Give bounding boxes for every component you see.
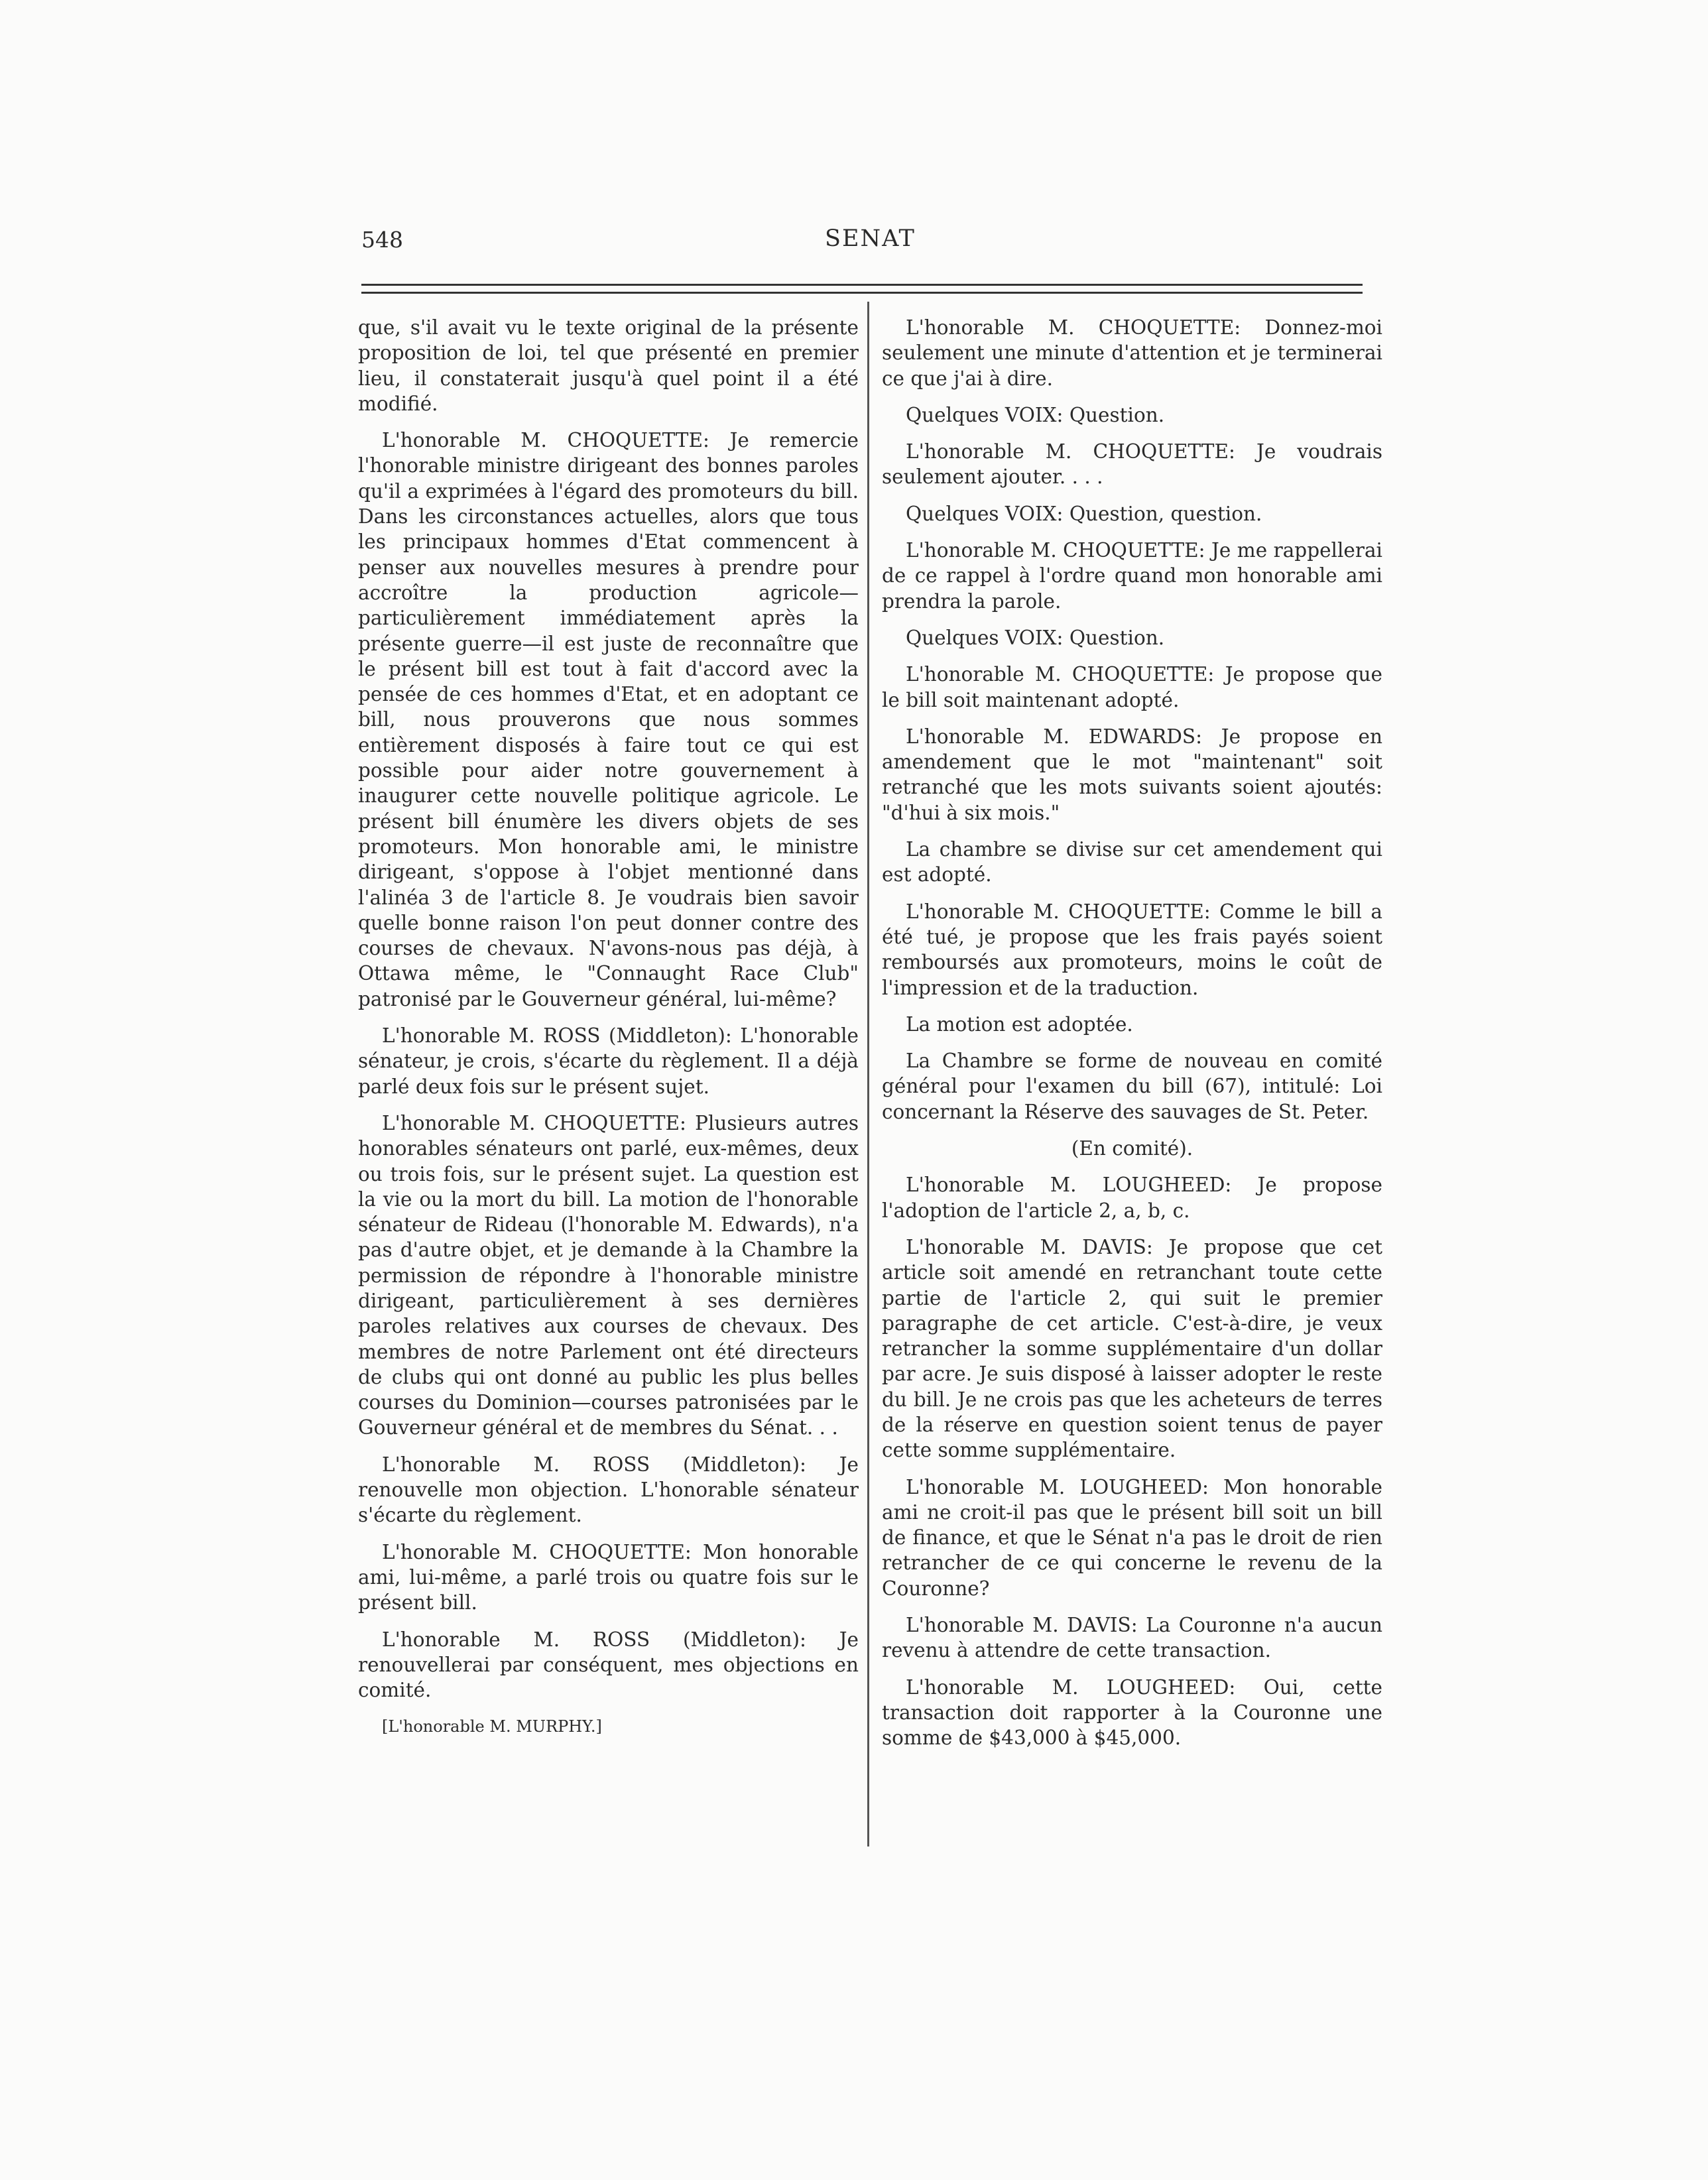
paragraph: L'honorable M. DAVIS: La Couronne n'a aucun revenu à attendre de cette transaction.	[882, 1614, 1382, 1662]
paragraph: L'honorable M. DAVIS: Je propose que cet article soit amendé en retranchant toute cette partie de l'article 2, qui suit le premier paragraphe de cet article. C'est-à-dire, je veux retrancher la somme supplémentaire d'un dollar par acre. Je suis disposé à laisser adopter le reste du bill. Je ne crois pas que les acheteurs de terres de la réserve en question soient tenus de payer cette somme supplémentaire.	[882, 1235, 1382, 1462]
paragraph: L'honorable M. CHOQUETTE: Je propose que le bill soit maintenant adopté.	[882, 663, 1382, 711]
paragraph: L'honorable M. ROSS (Middleton): L'honorable sénateur, je crois, s'écarte du règlement. Il a déjà parlé deux fois sur le présent sujet.	[358, 1024, 859, 1098]
header-rule-top	[361, 284, 1363, 286]
paragraph: L'honorable M. CHOQUETTE: Je remercie l'honorable ministre dirigeant des bonnes paroles qu'il a exprimées à l'égard des promoteurs du bill. Dans les circonstances actuelles, alors que tous les principaux hommes d'Etat commencent à penser aux nouvelles mesures à prendre pour accroître la production agricole—particulièrement immédiatement après la présente guerre—il est juste de reconnaître que le présent bill est tout à fait d'accord avec la pensée de ces hommes d'Etat, et en adoptant ce bill, nous prouverons que nous sommes entièrement disposés à faire tout ce qui est possible pour aider notre gouvernement à inaugurer cette nouvelle politique agricole. Le présent bill énumère les divers objets de ses promoteurs. Mon honorable ami, le ministre dirigeant, s'oppose à l'objet mentionné dans l'alinéa 3 de l'article 8. Je voudrais bien savoir quelle bonne raison l'on peut donner contre des courses de chevaux. N'avons-nous pas déjà, à Ottawa même, le "Connaught Race Club" patronisé par le Gouverneur général, lui-même?	[358, 429, 859, 1010]
running-head: SENAT	[825, 225, 916, 252]
speaker-footer: [L'honorable M. MURPHY.]	[382, 1717, 602, 1736]
paragraph: que, s'il avait vu le texte original de la présente proposition de loi, tel que présenté en premier lieu, il constaterait jusqu'à quel point il a été modifié.	[358, 316, 859, 415]
paragraph: Quelques VOIX: Question, question.	[906, 502, 1262, 525]
paragraph: L'honorable M. ROSS (Middleton): Je renouvellerai par conséquent, mes objections en comité.	[358, 1628, 859, 1702]
paragraph: L'honorable M. CHOQUETTE: Plusieurs autres honorables sénateurs ont parlé, eux-mêmes, deux ou trois fois, sur le présent sujet. La question est la vie ou la mort du bill. La motion de l'honorable sénateur de Rideau (l'honorable M. Edwards), n'a pas d'autre objet, et je demande à la Chambre la permission de répondre à l'honorable ministre dirigeant, particulièrement à ses dernières paroles relatives aux courses de chevaux. Des membres de notre Parlement ont été directeurs de clubs qui ont donné au public les plus belles courses du Dominion—courses patronisées par le Gouverneur général et de membres du Sénat. . .	[358, 1111, 859, 1439]
paragraph: L'honorable M. CHOQUETTE: Comme le bill a été tué, je propose que les frais payés soient remboursés aux promoteurs, moins le coût de l'impression et de la traduction.	[882, 900, 1382, 999]
paragraph: L'honorable M. CHOQUETTE: Je me rappellerai de ce rappel à l'ordre quand mon honorable ami prendra la parole.	[882, 539, 1382, 613]
section-heading: (En comité).	[1071, 1137, 1193, 1160]
paragraph: L'honorable M. LOUGHEED: Je propose l'adoption de l'article 2, a, b, c.	[882, 1174, 1382, 1222]
page-number: 548	[361, 227, 403, 253]
paragraph: La Chambre se forme de nouveau en comité général pour l'examen du bill (67), intitulé: Loi concernant la Réserve des sauvages de St. Peter.	[882, 1050, 1382, 1123]
paragraph: L'honorable M. CHOQUETTE: Donnez-moi seulement une minute d'attention et je terminerai ce que j'ai à dire.	[882, 316, 1382, 390]
paragraph: La motion est adoptée.	[906, 1012, 1133, 1036]
paragraph: L'honorable M. ROSS (Middleton): Je renouvelle mon objection. L'honorable sénateur s'écarte du règlement.	[358, 1453, 859, 1527]
paragraph: La chambre se divise sur cet amendement qui est adopté.	[882, 838, 1382, 886]
paragraph: L'honorable M. LOUGHEED: Mon honorable ami ne croit-il pas que le présent bill soit un bill de finance, et que le Sénat n'a pas le droit de rien retrancher de ce qui concerne le revenu de la Couronne?	[882, 1475, 1382, 1600]
right-column	[882, 315, 1382, 1762]
header-rule-bottom	[361, 292, 1363, 294]
left-column	[358, 315, 859, 1751]
paragraph: Quelques VOIX: Question.	[906, 403, 1165, 426]
paragraph: L'honorable M. EDWARDS: Je propose en amendement que le mot "maintenant" soit retranché que les mots suivants soient ajoutés: "d'hui à six mois."	[882, 725, 1382, 824]
paragraph: Quelques VOIX: Question.	[906, 626, 1165, 649]
paragraph: L'honorable M. CHOQUETTE: Mon honorable ami, lui-même, a parlé trois ou quatre fois sur le présent bill.	[358, 1540, 859, 1614]
paragraph: L'honorable M. CHOQUETTE: Je voudrais seulement ajouter. . . .	[882, 440, 1382, 489]
paragraph: L'honorable M. LOUGHEED: Oui, cette transaction doit rapporter à la Couronne une somme de $43,000 à $45,000.	[882, 1675, 1382, 1750]
column-divider	[867, 302, 869, 1847]
